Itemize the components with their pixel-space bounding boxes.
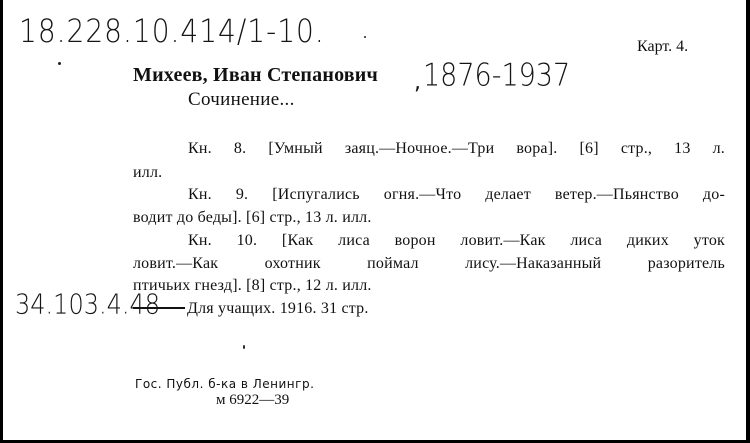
entry-line-5: Кн. 10. [Как лиса ворон ловит.—Как лиса диких уток bbox=[188, 232, 725, 249]
entry-line-4: водит до беды]. [6] стр., 13 л. илл. bbox=[133, 209, 372, 226]
author-heading: Михеев, Иван Степанович bbox=[133, 64, 378, 86]
speck bbox=[364, 36, 366, 38]
entry-line-3: Кн. 9. [Испугались огня.—Что делает ветер.—Пьянство до- bbox=[188, 186, 725, 203]
entry-line-1: Кн. 8. [Умный заяц.—Ночное.—Три вора]. [6] стр., 13 л. bbox=[188, 140, 725, 157]
author-years: 1876-1937 bbox=[423, 58, 571, 94]
entry-line-8-text: Для учащих. 1916. 31 стр. bbox=[187, 300, 369, 317]
shelf-mark: 34.103.4.48 bbox=[15, 288, 161, 321]
speck bbox=[243, 345, 245, 349]
entry-line-2: илл. bbox=[133, 164, 163, 181]
card-number: Карт. 4. bbox=[637, 38, 689, 55]
entry-line-7: птичьих гнезд]. [8] стр., 12 л. илл. bbox=[133, 277, 372, 294]
library-stamp: Гос. Публ. б-ка в Ленингр. bbox=[135, 377, 315, 391]
call-number: 18.228.10.414/1-10. bbox=[19, 12, 325, 50]
entry-line-8 bbox=[133, 300, 369, 318]
stamp-code: м 6922—39 bbox=[216, 392, 290, 408]
entry-line-6: ловит.—Как охотник поймал лису.—Наказанный разоритель bbox=[133, 255, 725, 272]
speck bbox=[58, 62, 61, 65]
work-title: Сочинение... bbox=[188, 89, 295, 110]
handwritten-comma-mark: , bbox=[414, 70, 421, 95]
